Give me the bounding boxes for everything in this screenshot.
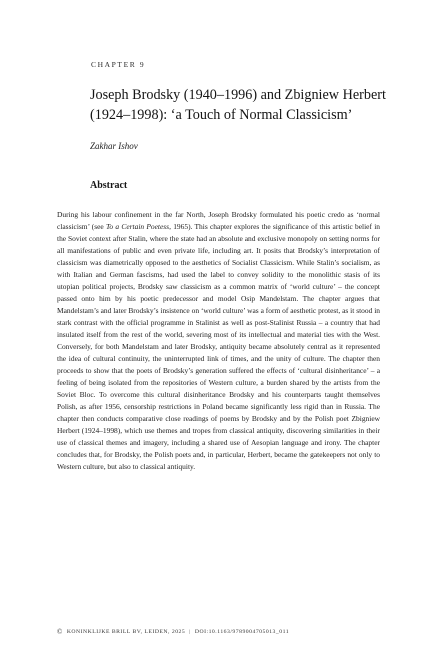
chapter-title: Joseph Brodsky (1940–1996) and Zbigniew Herbert (1924–1998): ‘a Touch of Normal Classicism’ xyxy=(90,87,386,123)
doi-line: DOI:10.1163/9789004705013_011 xyxy=(194,629,290,635)
abstract-body xyxy=(57,209,380,473)
chapter-label: CHAPTER 9 xyxy=(91,60,146,69)
page-footer xyxy=(57,628,387,636)
abstract-heading: Abstract xyxy=(90,180,128,191)
copyright-symbol: © xyxy=(57,628,63,636)
abstract-italic-title: To a Certain Poetess xyxy=(105,222,170,231)
abstract-text-part2: , 1965). This chapter explores the significance of this artistic belief in the Soviet context after Stalin, where the state had an absolute and exclusive monopoly on setting norms for all manifestations of public and even private life, including art. It posits that Brodsky’s interpretation of classicism was diametrically opposed to the aesthetics of Socialist Classicism. While Stalin’s socialism, as with Italian and German fascisms, had used the label to convey solidity to the monolithic stasis of its utopian political projects, Brodsky saw classicism as a common matrix of ‘world culture’ – the concept passed onto him by his poetic predecessor and model Osip Mandelstam. The chapter argues that Mandelstam’s and later Brodsky’s insistence on ‘world culture’ was a form of aesthetic protest, as it stood in stark contrast with the official programme in Stalinist as well as post-Stalinist Russia – a country that had insulated itself from the rest of the world, severing most of its intellectual and material ties with the West. Conversely, for both Mandelstam and later Brodsky, antiquity became absolutely central as it represented the idea of cultural continuity, the uninterrupted link of times, and the unity of culture. The chapter then proceeds to show that the poets of Brodsky’s generation suffered the effects of ‘cultural disinheritance’ – a feeling of being isolated from the repositories of Western culture, a burden shared by the artists from the Soviet Bloc. To overcome this cultural disinheritance Brodsky and his counterparts taught themselves Polish, as after 1956, censorship restrictions in Poland became significantly less rigid than in Russia. The chapter then conducts comparative close readings of poems by Brodsky and by the Polish poet Zbigniew Herbert (1924–1998), which use themes and tropes from classical antiquity, discovering similarities in their use of classical themes and imagery, including a shared use of Aesopian language and irony. The chapter concludes that, for Brodsky, the Polish poets and, in particular, Herbert, became the gatekeepers not only to Western culture, but also to classical antiquity. xyxy=(57,222,381,471)
publisher-line: KONINKLIJKE BRILL BV, LEIDEN, 2025 xyxy=(66,629,186,635)
abstract-text-part1: During his labour confinement in the far North, Joseph Brodsky formulated his poetic credo as ‘normal classicism’ (see xyxy=(57,210,380,231)
footer-separator: | xyxy=(189,629,191,635)
author-name: Zakhar Ishov xyxy=(90,141,138,151)
